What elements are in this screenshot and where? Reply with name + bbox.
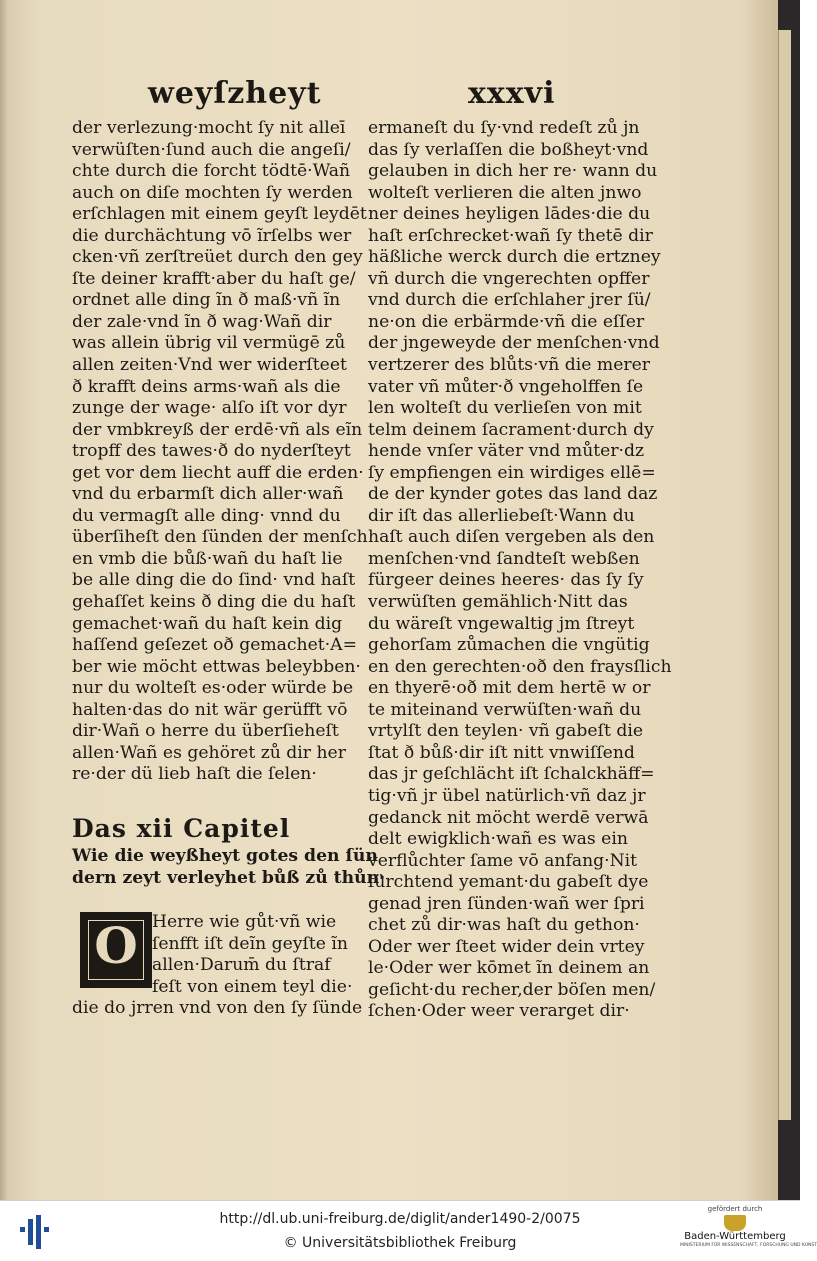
permalink-url[interactable]: http://dl.ub.uni-freiburg.de/diglit/ander1490-2/0075 (219, 1211, 581, 1227)
text-line: verwüſten gemählich·Nitt das (368, 592, 628, 613)
text-line: du vermagſt alle ding· vnnd du (72, 505, 341, 526)
folio-number: xxxvi (468, 76, 556, 111)
text-line: ermaneſt du ſy·vnd redeſt zů jn (368, 118, 640, 138)
text-line: erſchlagen mit einem geyſt leydēt (72, 204, 367, 225)
viewer-footer (0, 1200, 817, 1261)
text-line: ber wie möcht ettwas beleybben· (72, 656, 361, 677)
text-line: gedanck nit möcht werdē verwā (368, 807, 649, 828)
running-header-left: weyſzheyt (148, 76, 322, 111)
text-line: tig·vñ jr übel natürlich·vñ daz jr (368, 785, 646, 806)
text-line: ſte deiner krafft·aber du haſt ge/ (72, 268, 356, 289)
text-line: häßliche werck durch die ertzney (368, 247, 661, 268)
chapter-title: Das xii Capitel (72, 814, 291, 843)
text-line: get vor dem liecht auff die erden· (72, 462, 364, 483)
text-line: vnd du erbarmſt dich aller·wañ (72, 484, 344, 505)
copyright-notice: © Universitätsbibliothek Freiburg (283, 1235, 517, 1251)
text-line: vertzerer des blůts·vñ die merer (368, 355, 650, 376)
text-line: tropff des tawes·ð do nyderſteyt (72, 441, 351, 462)
text-line: ſy empfiengen ein wirdiges ellē= (368, 462, 656, 483)
text-line: delt ewigklich·wañ es was ein (368, 829, 628, 850)
page-edge (778, 30, 791, 1120)
text-line: haſt erſchrecket·wañ ſy thetē dir (368, 225, 653, 246)
text-line: cken·vñ zerſtreüet durch den gey (72, 247, 363, 268)
text-line: nur du wolteſt es·oder würde be (72, 678, 354, 699)
left-text-column (72, 118, 368, 786)
text-line: ner deines heyligen lādes·die du (368, 204, 651, 225)
text-line: haſt auch diſen vergeben als den (368, 527, 655, 548)
text-line: Oder wer ſteet wider dein vrtey (368, 936, 645, 957)
text-line: allen zeiten·Vnd wer widerſteet (72, 355, 347, 376)
text-line: dir·Wañ o herre du überſieheſt (72, 721, 339, 742)
text-line: feſt von einem teyl die· (152, 976, 353, 997)
text-line: en vmb die bůß·wañ du haſt lie (72, 548, 343, 569)
text-line: gemachet·wañ du haſt kein dig (72, 613, 343, 634)
text-line: du wäreſt vngewaltig jm ſtreyt (368, 613, 635, 634)
text-line: überſiheſt den ſünden der menſch (72, 527, 368, 548)
right-text-column (368, 118, 672, 1023)
sponsor-caption: gefördert durch (707, 1205, 763, 1213)
initial-adjacent-text (152, 912, 362, 998)
text-line: die durchächtung vō ĩrſelbs wer (72, 225, 352, 246)
text-line: en thyerē·oð mit dem hertē w or (368, 678, 651, 699)
text-line: zunge der wage· alſo iſt vor dyr (72, 398, 347, 419)
text-line: was allein übrig vil vermügē zů (72, 333, 346, 354)
text-line: verwüſten·ſund auch die angeſi/ (72, 139, 351, 160)
coat-of-arms-icon (724, 1215, 746, 1231)
sponsor-ministry: MINISTERIUM FÜR WISSENSCHAFT, FORSCHUNG UND KUNST (680, 1243, 817, 1248)
text-line: hende vnſer väter vnd můter·dz (368, 441, 645, 462)
chapter-text-continued (72, 998, 362, 1020)
text-line: le·Oder wer kōmet ĩn deinem an (368, 958, 650, 979)
text-line: das ſy verlaſſen die boßheyt·vnd (368, 139, 649, 160)
text-line: allen·Darum̄ du ſtraf (152, 955, 331, 976)
text-line: chet zů dir·was haſt du gethon· (368, 915, 640, 936)
text-line: ne·on die erbärmde·vñ die eſſer (368, 311, 645, 332)
text-line: ordnet alle ding ĩn ð maß·vñ ĩn (72, 290, 341, 311)
text-line: chte durch die forcht tödtē·Wañ (72, 161, 351, 182)
text-line: vnd durch die erſchlaher jrer ſü/ (368, 290, 651, 311)
text-line: geſicht·du recher,der böſen men/ (368, 979, 656, 1000)
decorated-initial (80, 912, 152, 988)
text-line: der vmbkreyß der erdē·vñ als eĩn (72, 419, 363, 440)
text-line: fürgeer deines heeres· das ſy ſy (368, 570, 644, 591)
text-line: verflůchter ſame vō anfang·Nit (368, 850, 638, 871)
chapter-heading-block (72, 812, 386, 889)
text-line: wolteſt verlieren die alten jnwo (368, 182, 642, 203)
text-line: vñ durch die vngerechten opffer (368, 268, 650, 289)
text-line: ſchen·Oder weer verarget dir· (368, 1001, 630, 1022)
text-line: fürchtend yemant·du gabeſt dye (368, 872, 649, 893)
text-line: menſchen·vnd ſandteſt webßen (368, 548, 640, 569)
text-line: be alle ding die do ſind· vnd haſt (72, 570, 356, 591)
text-line: haſſend geſezet oð gemachet·A= (72, 635, 357, 656)
text-line: das jr geſchlächt iſt ſchalckhäff= (368, 764, 655, 785)
text-line: gelauben in dich her re· wann du (368, 161, 658, 182)
initial-letter: O (94, 916, 138, 975)
text-line: len wolteſt du verlieſen von mit (368, 398, 642, 419)
text-line: re·der dü lieb haſt die ſelen· (72, 764, 317, 785)
text-line: ſtat ð bůß·dir iſt nitt vnwiſſend (368, 742, 635, 763)
text-line: ſenfft iſt deĩn geyſte ĩn (152, 933, 348, 954)
text-line: de der kynder gotes das land daz (368, 484, 658, 505)
text-line: allen·Wañ es gehöret zů dir her (72, 742, 346, 763)
text-line: ð krafft deins arms·wañ als die (72, 376, 341, 397)
text-line: auch on diſe mochten ſy werden (72, 182, 353, 203)
text-line: der jngeweyde der menſchen·vnd (368, 333, 660, 354)
text-line: halten·das do nit wär gerüfft vō (72, 699, 348, 720)
text-line: vrtylſt den teylen· vñ gabeſt die (368, 721, 643, 742)
text-line: die do jrren vnd von den ſy ſünde (72, 998, 363, 1018)
text-line: der zale·vnd ĩn ð wag·Wañ dir (72, 311, 332, 332)
sponsor-name: Baden-Württemberg (684, 1231, 786, 1242)
text-line: der verlezung·mocht ſy nit alleī (72, 118, 346, 138)
sponsor-logo (680, 1205, 817, 1259)
chapter-subtitle-line: dern zeyt verleyhet bůß zů thůn· (72, 867, 386, 888)
text-line: Herre wie gůt·vñ wie (152, 912, 337, 932)
text-line: gehorſam zůmachen die vngütig (368, 635, 650, 656)
text-line: te miteinand verwüſten·wañ du (368, 699, 642, 720)
text-line: vater vñ můter·ð vngeholffen ſe (368, 376, 644, 397)
text-line: gehaſſet keins ð ding die du haſt (72, 592, 356, 613)
text-line: genad jren ſünden·wañ wer ſpri (368, 893, 645, 914)
text-line: en den gerechten·oð den fraysſlich (368, 656, 672, 677)
text-line: dir iſt das allerliebeſt·Wann du (368, 505, 635, 526)
text-line: telm deinem ſacrament·durch dy (368, 419, 654, 440)
chapter-subtitle-line: Wie die weyßheyt gotes den ſün (72, 846, 378, 866)
